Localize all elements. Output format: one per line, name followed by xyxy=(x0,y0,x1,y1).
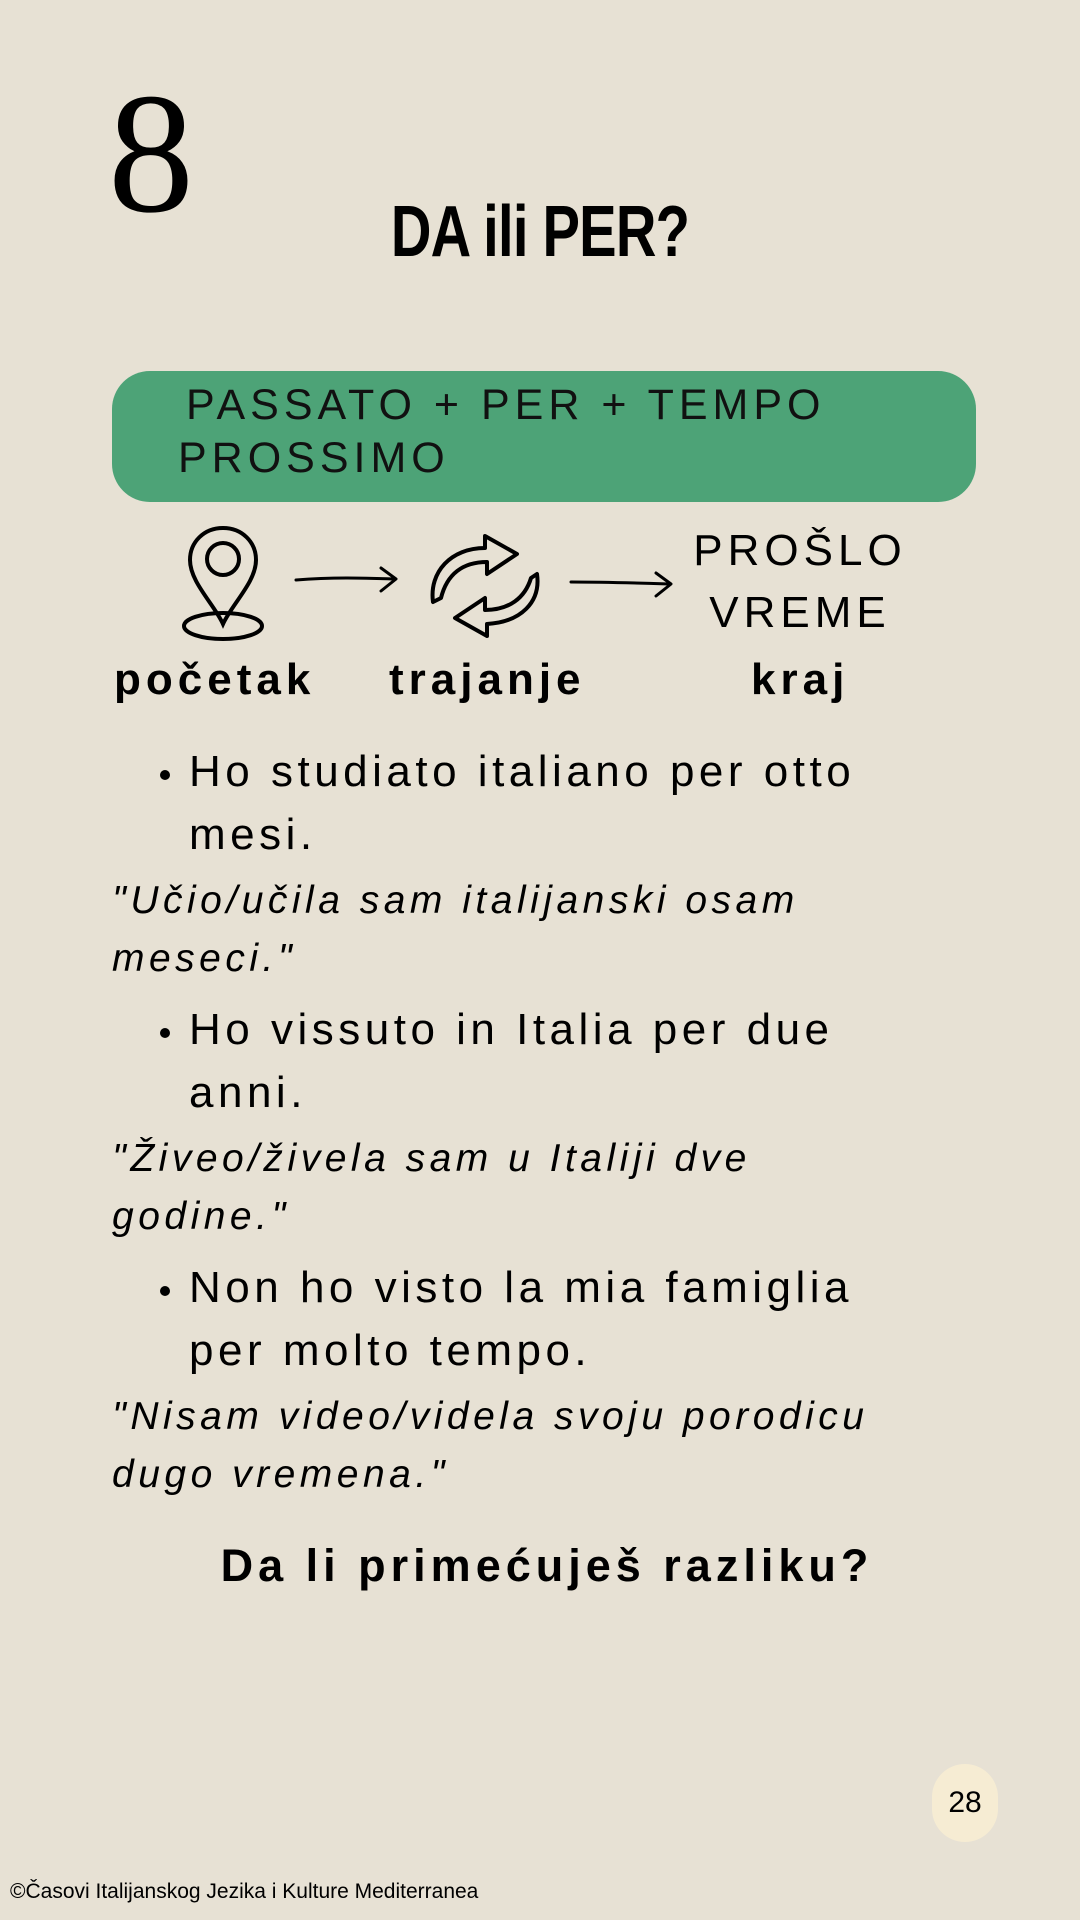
formula-line-2: PROSSIMO xyxy=(178,434,450,482)
formula-text xyxy=(178,379,926,485)
example-translation xyxy=(112,872,972,988)
footer-copyright: ©Časovi Italijanskog Jezika i Kulture Mediterranea xyxy=(10,1880,479,1903)
example-italian xyxy=(112,998,972,1124)
example-translation-line-1: "Učio/učila sam italijanski osam xyxy=(112,879,799,922)
start-label: početak xyxy=(114,655,316,704)
bullet-dot xyxy=(160,770,170,780)
example-translation xyxy=(112,1130,972,1246)
past-time-line-1: PROŠLO xyxy=(693,526,907,575)
location-pin-icon xyxy=(178,520,268,642)
duration-label: trajanje xyxy=(389,655,586,704)
example-item xyxy=(112,1256,972,1504)
page-number-badge xyxy=(932,1764,998,1842)
example-italian-line-2: mesi. xyxy=(189,810,317,859)
example-italian xyxy=(112,1256,972,1382)
bullet-dot xyxy=(160,1286,170,1296)
formula-box xyxy=(112,371,976,502)
bullet-dot xyxy=(160,1028,170,1038)
example-italian xyxy=(112,740,972,866)
page-title: DA ili PER? xyxy=(390,192,690,272)
example-item xyxy=(112,740,972,988)
page-number: 28 xyxy=(948,1786,982,1819)
example-translation-line-2: dugo vremena." xyxy=(112,1453,450,1496)
end-label: kraj xyxy=(751,655,850,704)
arrow-right-icon xyxy=(293,563,403,595)
example-italian-line-1: Ho vissuto in Italia per due xyxy=(189,1005,834,1054)
big-page-number: 8 xyxy=(108,59,194,249)
example-translation-line-2: godine." xyxy=(112,1195,290,1238)
question-text: Da li primećuješ razliku? xyxy=(220,1540,874,1591)
example-translation-line-2: meseci." xyxy=(112,937,297,980)
past-time-line-2: VREME xyxy=(709,588,891,637)
example-italian-line-1: Non ho visto la mia famiglia xyxy=(189,1263,854,1312)
example-translation-line-1: "Nisam video/videla svoju porodicu xyxy=(112,1395,869,1438)
past-time-label xyxy=(660,520,940,644)
example-item xyxy=(112,998,972,1246)
example-translation-line-1: "Živeo/živela sam u Italiji dve xyxy=(112,1137,751,1180)
examples-list xyxy=(112,740,972,1514)
formula-line-1: PASSATO + PER + TEMPO xyxy=(186,381,826,429)
example-translation xyxy=(112,1388,972,1504)
refresh-cycle-icon xyxy=(425,522,545,650)
example-italian-line-2: per molto tempo. xyxy=(189,1326,592,1375)
example-italian-line-1: Ho studiato italiano per otto xyxy=(189,747,856,796)
example-italian-line-2: anni. xyxy=(189,1068,307,1117)
